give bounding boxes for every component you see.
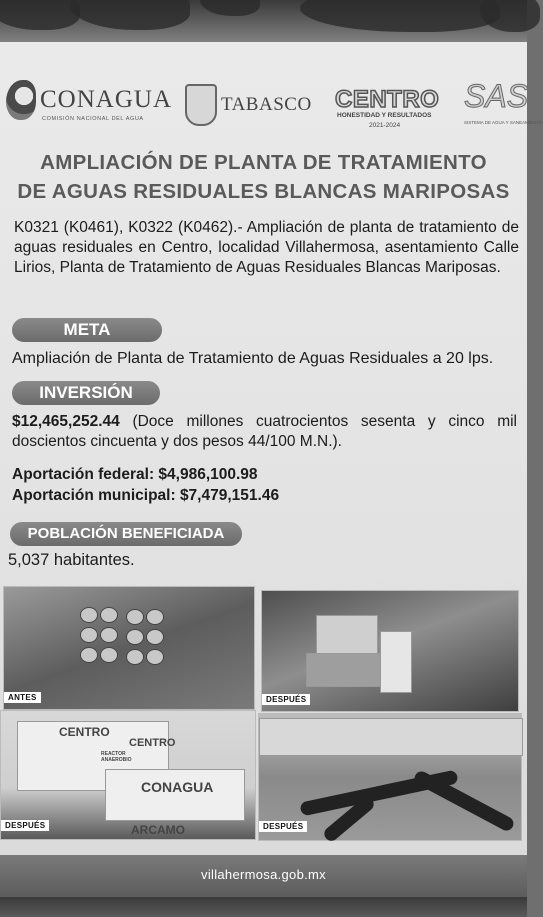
logo-bar xyxy=(0,72,543,142)
bldg-label-conagua: CONAGUA xyxy=(141,779,214,795)
municipal-label: Aportación municipal: xyxy=(12,487,176,504)
inversion-text xyxy=(12,412,517,452)
sas-name: SAS xyxy=(464,78,529,114)
title-line-2: DE AGUAS RESIDUALES BLANCAS MARIPOSAS xyxy=(17,180,510,203)
centro-years: 2021-2024 xyxy=(369,122,401,129)
conagua-name: CONAGUA xyxy=(40,86,172,113)
bldg-label-centro-2: CENTRO xyxy=(129,737,176,749)
shield-icon xyxy=(185,84,217,126)
centro-logo xyxy=(335,86,441,136)
sas-logo xyxy=(462,78,543,132)
background-foliage xyxy=(0,0,527,48)
sign-footer xyxy=(0,855,527,897)
conagua-logo xyxy=(6,78,172,126)
inversion-amount: $12,465,252.44 xyxy=(12,413,120,430)
photo-after-aerial xyxy=(261,590,519,712)
meta-badge: META xyxy=(12,318,162,342)
conagua-subtitle: COMISIÓN NACIONAL DEL AGUA xyxy=(42,116,144,122)
federal-value: $4,986,100.98 xyxy=(158,466,258,483)
sas-subtitle: SISTEMA DE AGUA Y SANEAMIENTO xyxy=(464,120,543,125)
municipal-contribution xyxy=(12,487,279,505)
tabasco-logo xyxy=(185,76,313,132)
background-ground xyxy=(0,897,527,917)
bldg-label-centro-1: CENTRO xyxy=(59,725,110,739)
photo-after-pipes xyxy=(258,713,522,841)
centro-subtitle: HONESTIDAD Y RESULTADOS xyxy=(337,112,432,119)
photo-label-despues-1: DESPUÉS xyxy=(262,694,310,705)
inversion-badge: INVERSIÓN xyxy=(12,381,160,405)
project-title xyxy=(0,148,527,206)
photo-label-despues-2: DESPUÉS xyxy=(1,820,49,831)
poblacion-text: 5,037 habitantes. xyxy=(8,551,135,569)
municipal-value: $7,479,151.46 xyxy=(179,487,280,504)
federal-label: Aportación federal: xyxy=(12,466,155,483)
footer-url: villahermosa.gob.mx xyxy=(201,867,326,882)
title-line-1: AMPLIACIÓN DE PLANTA DE TRATAMIENTO xyxy=(40,151,487,174)
bldg-label-bottom: ARCAMO xyxy=(131,823,185,837)
photo-before xyxy=(3,586,255,710)
photo-label-despues-3: DESPUÉS xyxy=(259,821,307,832)
federal-contribution xyxy=(12,466,258,484)
poblacion-badge: POBLACIÓN BENEFICIADA xyxy=(10,522,242,546)
tabasco-name: TABASCO xyxy=(221,94,312,115)
water-drop-icon xyxy=(6,80,36,120)
photo-label-antes: ANTES xyxy=(4,692,41,703)
meta-text: Ampliación de Planta de Tratamiento de Aguas Residuales a 20 lps. xyxy=(12,350,494,367)
bldg-sign-label: REACTOR ANAEROBIO xyxy=(101,751,132,763)
photo-after-building xyxy=(0,710,256,840)
centro-name: CENTRO xyxy=(335,86,440,113)
project-description: K0321 (K0461), K0322 (K0462).- Ampliación de planta de tratamiento de aguas residuales en Centro, localidad Villahermosa, asentamiento Calle Lirios, Planta de Tratamiento de Aguas Residuales Blancas Mariposas. xyxy=(14,219,519,276)
inversion-amount-words: (Doce millones cuatrocientos sesenta y cinco mil doscientos cincuenta y dos pesos 44/100 M.N.). xyxy=(12,413,518,450)
